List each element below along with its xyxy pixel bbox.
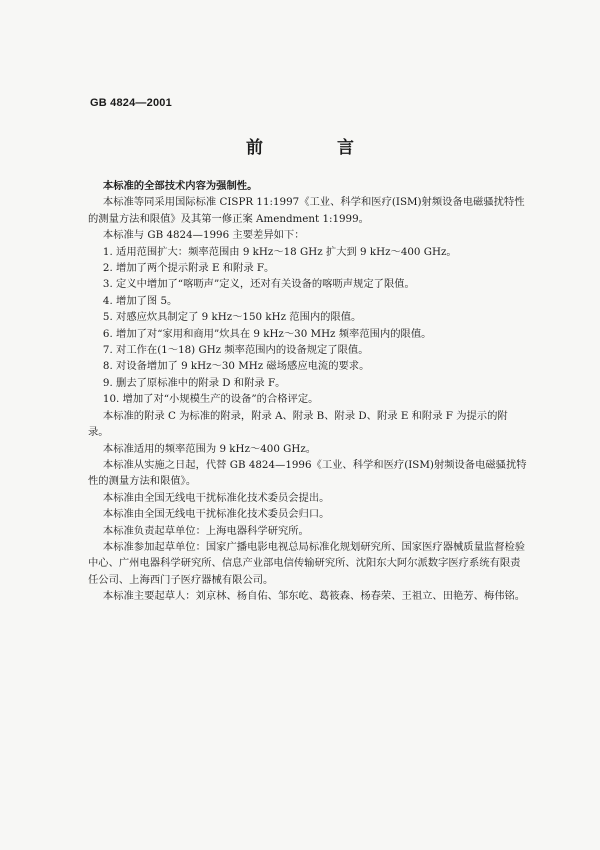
paragraph-frequency-range: 本标准适用的频率范围为 9 kHz～400 GHz。	[102, 442, 317, 455]
paragraph-drafters: 本标准主要起草人：刘京林、杨自佑、邹东屹、葛筱森、杨春荣、王祖立、田艳芳、梅伟铭。	[102, 590, 526, 603]
paragraph-participating-units: 本标准参加起草单位：国家广播电影电视总局标准化规划研究所、国家医疗器械质量监督检验中心、广州电器科学研究所、信息产业部电信传输研究所、沈阳东大阿尔派数字医疗系统有限责任公司、上海西门子医疗器械有限公司。	[88, 540, 526, 586]
paragraph-differences-intro: 本标准与 GB 4824—1996 主要差异如下：	[102, 229, 305, 242]
list-item: 2. 增加了两个提示附录 E 和附录 F。	[102, 262, 275, 275]
list-item: 9. 删去了原标准中的附录 D 和附录 F。	[102, 376, 286, 389]
list-item: 8. 对设备增加了 9 kHz～30 MHz 磁场感应电流的要求。	[102, 360, 370, 373]
paragraph-adoption: 本标准等同采用国际标准 CISPR 11:1997《工业、科学和医疗(ISM)射频设备电磁骚扰特性的测量方法和限值》及其第一修正案 Amendment 1:1999。	[88, 196, 525, 225]
paragraph-replaces: 本标准从实施之日起，代替 GB 4824—1996《工业、科学和医疗(ISM)射频设备电磁骚扰特性的测量方法和限值》。	[88, 458, 527, 488]
paragraph-proposed-by: 本标准由全国无线电干扰标准化技术委员会提出。	[102, 491, 330, 504]
paragraph-drafting-unit: 本标准负责起草单位：上海电器科学研究所。	[102, 524, 309, 537]
list-item: 7. 对工作在(1～18) GHz 频率范围内的设备规定了限值。	[102, 344, 369, 357]
paragraph-centralized-by: 本标准由全国无线电干扰标准化技术委员会归口。	[102, 508, 330, 521]
paragraph-mandatory: 本标准的全部技术内容为强制性。	[102, 180, 258, 192]
foreword-body	[88, 178, 528, 605]
list-item: 1. 适用范围扩大：频率范围由 9 kHz～18 GHz 扩大到 9 kHz～400 GHz。	[102, 245, 457, 258]
list-item: 6. 增加了对“家用和商用”炊具在 9 kHz～30 MHz 频率范围内的限值。	[102, 327, 432, 340]
standard-code: GB 4824—2001	[90, 97, 172, 109]
list-item: 5. 对感应炊具制定了 9 kHz～150 kHz 范围内的限值。	[102, 311, 362, 324]
list-item: 3. 定义中增加了“喀呖声”定义，还对有关设备的喀呖声规定了限值。	[102, 278, 415, 291]
list-item: 10. 增加了对“小规模生产的设备”的合格评定。	[102, 393, 319, 406]
paragraph-annexes: 本标准的附录 C 为标准的附录，附录 A、附录 B、附录 D、附录 E 和附录 F 为提示的附录。	[88, 409, 508, 439]
list-item: 4. 增加了图 5。	[102, 294, 178, 307]
page-title: 前 言	[246, 138, 388, 158]
